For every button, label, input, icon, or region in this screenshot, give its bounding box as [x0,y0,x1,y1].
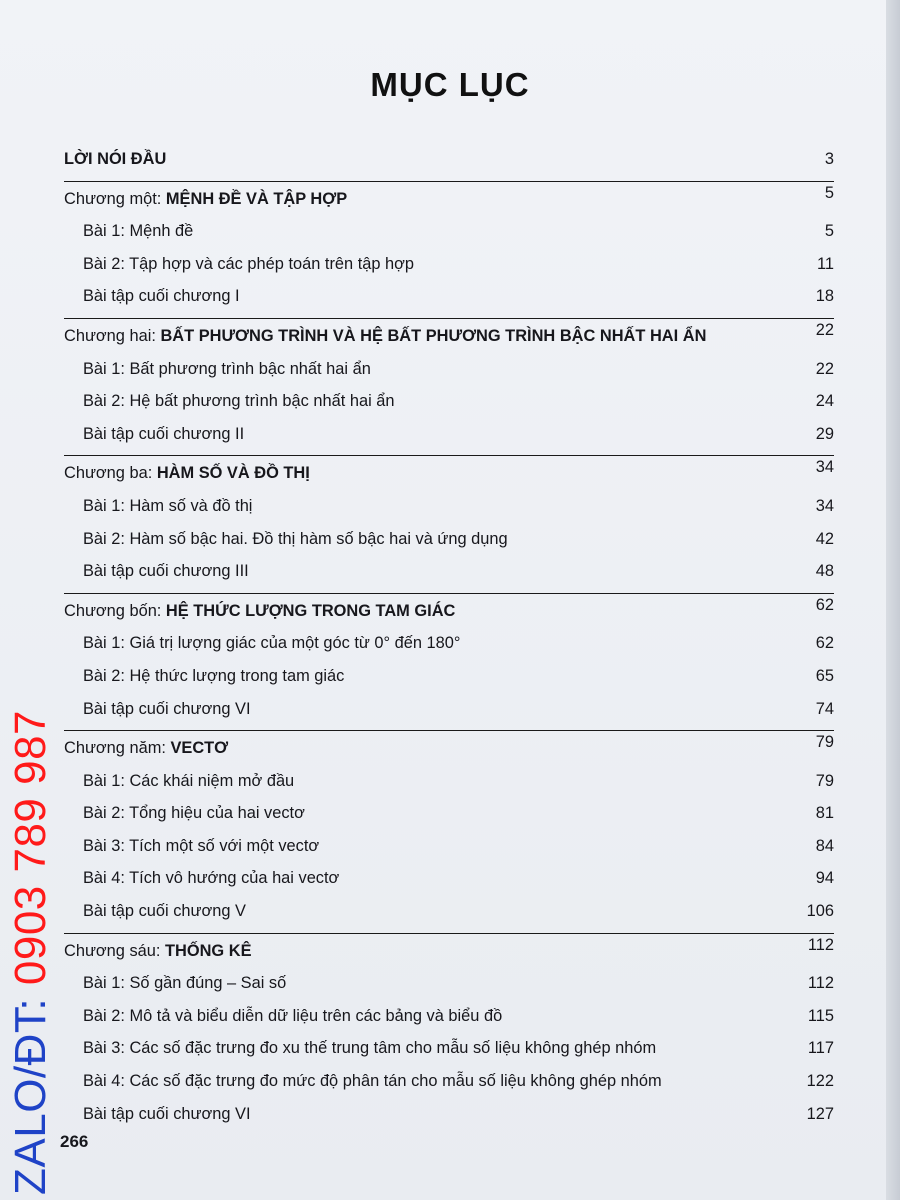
toc-lesson-row [64,972,834,1005]
toc-entry-label: Bài tập cuối chương II [83,424,245,443]
toc-chapter-row [64,593,834,633]
watermark-prefix: ZALO/ĐT: [6,985,55,1195]
toc-page-number: 48 [815,562,834,581]
toc-entry-label: Bài tập cuối chương I [83,287,240,306]
toc-entry-label [64,464,310,482]
page-number: 266 [60,1132,89,1151]
toc-entry-label: Bài 4: Tích vô hướng của hai vectơ [83,869,340,888]
toc-lesson-row [64,390,834,423]
chapter-title: VECTƠ [170,739,229,758]
toc-entry-label: Bài 3: Tích một số với một vectơ [83,836,320,855]
toc-lesson-row [64,802,834,835]
toc-lesson-row [64,665,834,698]
toc-page-number: 79 [815,771,834,790]
toc-page-number: 42 [815,529,834,548]
toc-lesson-row [64,867,834,900]
toc-page-number: 22 [815,359,834,378]
watermark-phone: 0903 789 987 [6,709,55,986]
chapter-title: BẤT PHƯƠNG TRÌNH VÀ HỆ BẤT PHƯƠNG TRÌNH BẬC NHẤT HAI ẨN [160,326,707,345]
toc-page-number: 62 [815,595,834,614]
toc-entry-label: Bài 1: Giá trị lượng giác của một góc từ 0° đến 180° [83,634,461,653]
toc-entry-label: Bài 3: Các số đặc trưng đo xu thế trung tâm cho mẫu số liệu không ghép nhóm [83,1039,657,1058]
toc-page-number: 127 [806,1104,834,1123]
toc-page-number: 11 [816,254,834,273]
toc-entry-label: Bài 1: Hàm số và đồ thị [83,496,253,515]
toc-entry-label: Bài 1: Mệnh đề [83,222,194,241]
toc-page-number: 106 [806,902,834,921]
toc-lesson-row [64,1070,834,1103]
toc-entry-label: Bài tập cuối chương VI [83,1104,251,1123]
toc-entry-label: Bài 2: Tổng hiệu của hai vectơ [83,804,305,823]
toc-page-number: 24 [815,392,834,411]
toc-entry-label: Bài 2: Hệ thức lượng trong tam giác [83,666,345,685]
toc-lesson-row [64,495,834,528]
toc-lesson-row [64,528,834,561]
toc-lesson-row [64,285,834,318]
chapter-prefix: Chương bốn: [64,601,166,620]
toc-page-number: 34 [815,458,834,477]
chapter-title: THỐNG KÊ [165,941,252,960]
toc-lesson-row [64,220,834,253]
toc-page-number: 94 [815,869,834,888]
toc-page-number: 84 [815,836,834,855]
toc-chapter-row [64,181,834,221]
toc-entry-label: LỜI NÓI ĐẦU [64,150,167,168]
toc-page-number: 112 [807,935,834,954]
toc-page-number: 34 [815,496,834,515]
toc-entry-label [64,739,228,757]
toc-chapter-row [64,730,834,770]
toc-lesson-row [64,900,834,933]
toc-entry-label: Bài 1: Bất phương trình bậc nhất hai ẩn [83,359,371,378]
toc-lesson-row [64,253,834,286]
toc-page-number: 74 [815,699,834,718]
toc-lesson-row [64,632,834,665]
toc-page-number: 5 [824,183,834,202]
toc-entry-label [64,327,706,345]
chapter-prefix: Chương sáu: [64,941,165,960]
toc-page-number: 29 [815,424,834,443]
toc-front-row [64,148,834,181]
toc-entry-label: Bài 1: Số gần đúng – Sai số [83,974,287,993]
page-title: MỤC LỤC [370,66,530,103]
toc-lesson-row [64,560,834,593]
chapter-title: HÀM SỐ VÀ ĐỒ THỊ [156,464,310,483]
toc-lesson-row [64,1005,834,1038]
toc-entry-label: Bài 4: Các số đặc trưng đo mức độ phân tán cho mẫu số liệu không ghép nhóm [83,1072,662,1091]
toc-entry-label: Bài 2: Hàm số bậc hai. Đồ thị hàm số bậc hai và ứng dụng [83,529,508,548]
toc-entry-label: Bài 2: Tập hợp và các phép toán trên tập hợp [83,254,415,273]
toc-entry-label [64,602,455,620]
toc-page-number: 18 [815,287,834,306]
toc-entry-label [64,190,347,208]
table-of-contents [64,148,834,1135]
toc-page-number: 79 [815,733,834,752]
contact-watermark [6,710,56,1195]
chapter-prefix: Chương hai: [64,326,161,345]
toc-entry-label [64,942,252,960]
toc-page-number: 3 [824,150,834,168]
toc-page-number: 115 [807,1006,834,1025]
toc-chapter-row [64,318,834,358]
toc-lesson-row [64,835,834,868]
toc-entry-label: Bài tập cuối chương V [83,902,246,921]
toc-page-number: 5 [824,222,834,241]
toc-lesson-row [64,1103,834,1136]
toc-page-number: 65 [815,666,834,685]
chapter-prefix: Chương một: [64,189,166,208]
toc-entry-label: Bài 1: Các khái niệm mở đầu [83,771,295,790]
toc-entry-label: Bài 2: Hệ bất phương trình bậc nhất hai ẩn [83,392,395,411]
page-edge-shadow [886,0,900,1200]
toc-entry-label: Bài tập cuối chương VI [83,699,251,718]
toc-entry-label: Bài 2: Mô tả và biểu diễn dữ liệu trên các bảng và biểu đồ [83,1006,503,1025]
toc-chapter-row [64,933,834,973]
toc-entry-label: Bài tập cuối chương III [83,562,249,581]
toc-lesson-row [64,423,834,456]
chapter-title: HỆ THỨC LƯỢNG TRONG TAM GIÁC [165,601,456,620]
toc-chapter-row [64,455,834,495]
toc-page-number: 22 [815,320,834,339]
chapter-prefix: Chương ba: [64,464,157,483]
toc-lesson-row [64,698,834,731]
toc-lesson-row [64,770,834,803]
toc-lesson-row [64,358,834,391]
toc-page-number: 122 [806,1072,834,1091]
toc-page-number: 81 [815,804,834,823]
chapter-prefix: Chương năm: [64,739,171,758]
toc-page-number: 112 [807,974,834,993]
toc-page-number: 62 [815,634,834,653]
toc-lesson-row [64,1037,834,1070]
toc-page-number: 117 [807,1039,834,1058]
chapter-title: MỆNH ĐỀ VÀ TẬP HỢP [165,189,348,208]
